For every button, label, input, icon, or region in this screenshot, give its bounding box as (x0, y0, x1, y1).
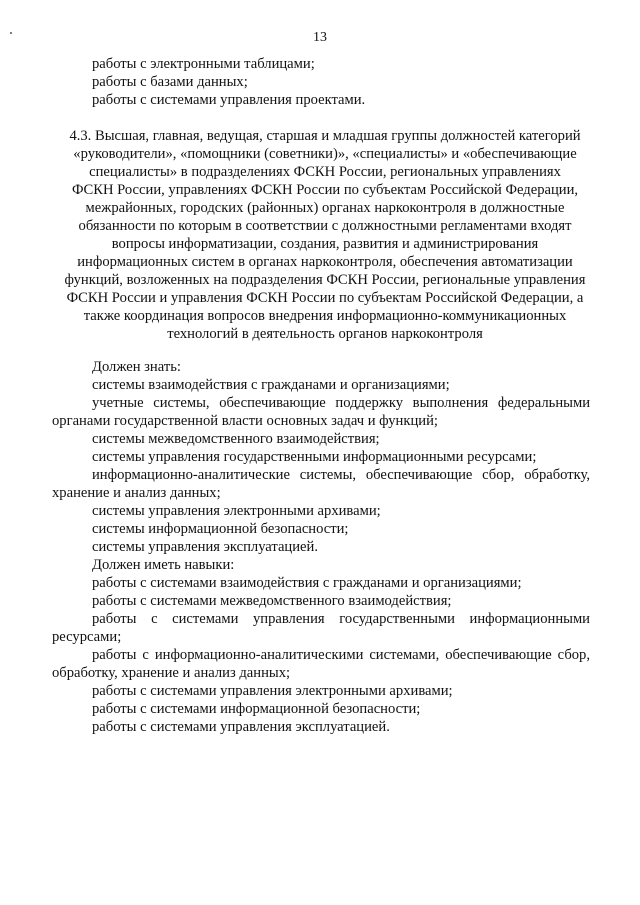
body-line: системы управления электронными архивами; (92, 503, 381, 519)
body-line: работы с системами межведомственного взаимодействия; (92, 593, 452, 609)
body-line: хранение и анализ данных; (52, 485, 221, 501)
body-line: системы информационной безопасности; (92, 521, 349, 537)
heading-line: «руководители», «помощники (советники)», «специалисты» и «обеспечивающие (73, 146, 577, 162)
heading-line: межрайонных, городских (районных) органах наркоконтроля в должностные (85, 200, 565, 216)
intro-line: работы с базами данных; (92, 74, 248, 90)
body-line: системы взаимодействия с гражданами и организациями; (92, 377, 450, 393)
body-line: ресурсами; (52, 629, 122, 645)
body-line: работы с информационно-аналитическими системами, обеспечивающие сбор, (92, 647, 590, 663)
heading-line: ФСКН России и управления ФСКН России по субъектам Российской Федерации, а (66, 290, 584, 306)
body-line: работы с системами управления эксплуатацией. (92, 719, 390, 735)
body-line: работы с системами информационной безопасности; (92, 701, 421, 717)
page-number: 13 (313, 30, 327, 45)
heading-line: технологий в деятельность органов наркоконтроля (167, 326, 483, 342)
body-line: системы управления эксплуатацией. (92, 539, 318, 555)
heading-line: специалисты» в подразделениях ФСКН России, региональных управлениях (89, 164, 561, 180)
body-line: работы с системами управления государственными информационными (92, 611, 590, 627)
body-line: системы управления государственными информационными ресурсами; (92, 449, 537, 465)
heading-line: обязанности по которым в соответствии с должностными регламентами входят (78, 218, 572, 234)
intro-line: работы с электронными таблицами; (92, 56, 315, 72)
section-label-skills: Должен иметь навыки: (92, 557, 235, 573)
heading-line: также координация вопросов внедрения информационно-коммуникационных (83, 308, 567, 324)
section-label-knowledge: Должен знать: (92, 359, 181, 375)
body-line: системы межведомственного взаимодействия; (92, 431, 380, 447)
heading-line: функций, возложенных на подразделения ФСКН России, региональные управления (64, 272, 586, 288)
body-line: работы с системами управления электронными архивами; (92, 683, 453, 699)
body-line: обработку, хранение и анализ данных; (52, 665, 291, 681)
intro-line: работы с системами управления проектами. (92, 92, 366, 108)
body-line: работы с системами взаимодействия с гражданами и организациями; (92, 575, 522, 591)
heading-line: вопросы информатизации, создания, развития и администрирования (111, 236, 539, 252)
heading-line: информационных систем в органах наркоконтроля, обеспечения автоматизации (77, 254, 573, 270)
body-line: учетные системы, обеспечивающие поддержку выполнения федеральными (92, 395, 590, 411)
body-line: информационно-аналитические системы, обеспечивающие сбор, обработку, (92, 467, 590, 483)
heading-line: 4.3. Высшая, главная, ведущая, старшая и младшая группы должностей категорий (69, 128, 581, 144)
body-line: органами государственной власти основных задач и функций; (52, 413, 438, 429)
heading-line: ФСКН России, управлениях ФСКН России по субъектам Российской Федерации, (71, 182, 579, 198)
